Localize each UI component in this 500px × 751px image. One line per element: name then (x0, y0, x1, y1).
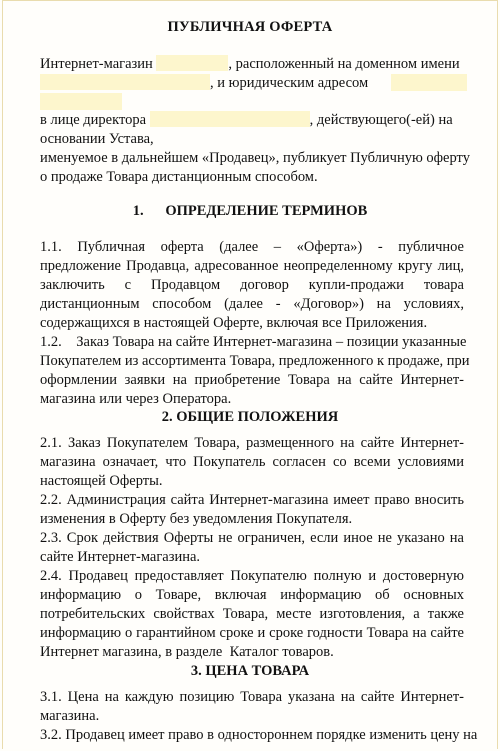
intro-text: , и юридическим адресом (210, 75, 369, 91)
section-1-line: содержащихся в настоящей Оферте, включая все Приложения. (40, 315, 428, 331)
section-1-line: 1.2. Заказ Товара на сайте Интернет-магазина – позиции указанные (40, 334, 467, 350)
intro-line-4 (40, 111, 464, 130)
section-1-line: магазина или через Оператора. (40, 391, 232, 407)
section-1-line: оформлении заявки на приобретение Товара на сайте Интернет- (40, 372, 464, 388)
section-3-heading: 3. ЦЕНА ТОВАРА (190, 663, 310, 679)
intro-line-6: именуемое в дальнейшем «Продавец», публикует Публичную оферту (40, 150, 470, 166)
redacted-director-name (150, 111, 310, 127)
intro-line-7: о продаже Товара дистанционным способом. (40, 169, 318, 185)
section-3-line: магазина. (40, 708, 100, 724)
intro-line-5: основании Устава, (40, 131, 154, 147)
section-1-line: заключить с Продавцом договор купли-продажи товара (40, 277, 464, 293)
section-2-line: изменения в Оферту без уведомления Покупателя. (40, 511, 353, 527)
section-2-line: 2.2. Администрация сайта Интернет-магазина имеет право вносить (40, 492, 464, 508)
section-1-line: дистанционным способом (далее - «Договор») на условиях, (40, 296, 464, 312)
section-2-line: 2.3. Срок действия Оферты не ограничен, если иное не указано на (40, 530, 464, 546)
section-2-line: сайте Интернет-магазина. (40, 549, 201, 565)
section-3-line: 3.1. Цена на каждую позицию Товара указана на сайте Интернет- (40, 689, 464, 705)
redacted-address-part1 (391, 74, 467, 91)
intro-text: в лице директора (40, 112, 147, 128)
section-2-heading: 2. ОБЩИЕ ПОЛОЖЕНИЯ (161, 409, 339, 425)
section-1-line: 1.1. Публичная оферта (далее – «Оферта») - публичное (40, 239, 464, 255)
section-3-line: 3.2. Продавец имеет право в одностороннем порядке изменить цену на (40, 727, 478, 743)
section-1-heading: 1. ОПРЕДЕЛЕНИЕ ТЕРМИНОВ (132, 203, 368, 219)
document-title: ПУБЛИЧНАЯ ОФЕРТА (167, 19, 333, 35)
section-2-line: информацию о Товаре, включая информацию об основных (40, 587, 464, 603)
section-2-line: настоящей Оферты. (40, 473, 163, 489)
section-2-line: 2.4. Продавец предоставляет Покупателю полную и достоверную (40, 568, 464, 584)
redacted-shop-name (156, 55, 228, 71)
redacted-address-part2 (40, 93, 122, 110)
section-2-line: 2.1. Заказ Покупателем Товара, размещенного на сайте Интернет- (40, 435, 464, 451)
redacted-domain (40, 74, 210, 90)
section-2-line: магазина означает, что Покупатель согласен со всеми условиями (40, 454, 464, 470)
intro-line-1 (40, 55, 464, 74)
intro-text: Интернет-магазин (40, 56, 153, 72)
section-2-line: Интернет магазина, в разделе Каталог товаров. (40, 644, 334, 660)
offer-document-page (2, 0, 498, 749)
section-1-line: предложение Продавца, адресованное неопределенному кругу лиц, (40, 258, 464, 274)
section-2-line: потребительских свойствах Товара, месте изготовления, а также (40, 606, 464, 622)
intro-text: , действующего(-ей) на (309, 112, 453, 128)
intro-text: , расположенный на доменном имени (228, 56, 460, 72)
section-1-line: Покупателем из ассортимента Товара, предложенного к продаже, при (40, 353, 470, 369)
section-2-line: информацию о гарантийном сроке и сроке годности Товара на сайте (40, 625, 464, 641)
